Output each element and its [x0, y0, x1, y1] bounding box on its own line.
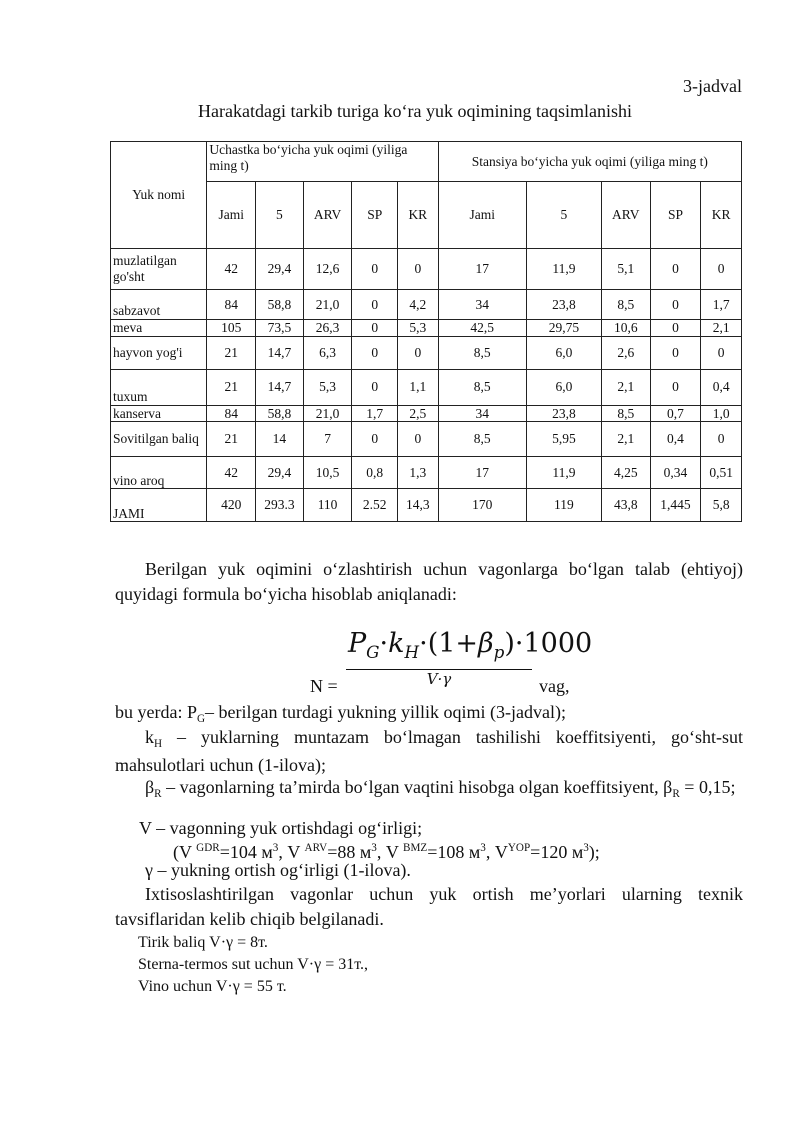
- cell-value: 11,9: [526, 457, 601, 489]
- cell-name: meva: [111, 320, 207, 337]
- cell-value: 110: [303, 489, 352, 522]
- cell-value: 6,0: [526, 336, 601, 369]
- cell-name: vino aroq: [111, 457, 207, 489]
- cell-value: 8,5: [438, 336, 526, 369]
- cell-value: 4,25: [601, 457, 650, 489]
- cell-value: 0: [701, 336, 742, 369]
- sub-header: SP: [650, 182, 701, 249]
- sub-header: 5: [256, 182, 304, 249]
- cell-value: 5,8: [701, 489, 742, 522]
- cell-value: 5,3: [303, 369, 352, 405]
- norm-item: Sterna-termos sut uchun V·γ = 31т.,: [138, 956, 368, 973]
- cell-value: 6,3: [303, 336, 352, 369]
- cell-value: 21: [207, 369, 256, 405]
- definition-pg: bu yerda: $P_G-$ berilgan turdagi yukning yillik oqimi (3-jadval);: [115, 702, 566, 725]
- group-header-section: Uchastka bo‘yicha yuk oqimi (yiliga ming t): [207, 142, 438, 182]
- formula-unit: vag,: [539, 676, 570, 696]
- table-number: 3-jadval: [683, 76, 742, 96]
- cell-value: 0: [352, 369, 398, 405]
- cell-value: 84: [207, 290, 256, 320]
- cell-value: 21,0: [303, 405, 352, 422]
- group-header-station: Stansiya bo‘yicha yuk oqimi (yiliga ming t): [438, 142, 741, 182]
- cell-value: 170: [438, 489, 526, 522]
- cell-value: 2.52: [352, 489, 398, 522]
- cell-value: 7: [303, 422, 352, 457]
- definition-gamma: γ – yukning ortish og‘irligi (1-ilova).: [145, 860, 411, 880]
- table-row: [111, 422, 742, 457]
- sub-header: ARV: [303, 182, 352, 249]
- cell-value: 14,3: [398, 489, 439, 522]
- table-row: [111, 336, 742, 369]
- cell-value: 17: [438, 249, 526, 290]
- cell-value: 73,5: [256, 320, 304, 337]
- cell-value: 14,7: [256, 336, 304, 369]
- table-title: Harakatdagi tarkib turiga ko‘ra yuk oqimining taqsimlanishi: [198, 101, 632, 121]
- cell-value: 8,5: [438, 422, 526, 457]
- cell-value: 34: [438, 290, 526, 320]
- column-header-name: Yuk nomi: [111, 142, 207, 249]
- cell-value: 1,3: [398, 457, 439, 489]
- cell-value: 29,4: [256, 249, 304, 290]
- table-row: [111, 489, 742, 522]
- sub-header: KR: [398, 182, 439, 249]
- cell-value: 1,7: [701, 290, 742, 320]
- cell-value: 8,5: [438, 369, 526, 405]
- cell-value: 2,5: [398, 405, 439, 422]
- cell-value: 29,4: [256, 457, 304, 489]
- formula-denominator: V·γ: [426, 670, 452, 688]
- cell-value: 0: [352, 290, 398, 320]
- cell-value: 23,8: [526, 405, 601, 422]
- definition-v: V – vagonning yuk ortishdagi og‘irligi;: [139, 818, 423, 838]
- cell-value: 0,34: [650, 457, 701, 489]
- cell-name: hayvon yog'i: [111, 336, 207, 369]
- cell-value: 10,5: [303, 457, 352, 489]
- cell-value: 1,7: [352, 405, 398, 422]
- freight-table: [110, 141, 742, 522]
- sub-header: SP: [352, 182, 398, 249]
- cell-value: 17: [438, 457, 526, 489]
- cell-value: 0: [701, 249, 742, 290]
- paragraph-intro: Berilgan yuk oqimini o‘zlashtirish uchun vagonlarga bo‘lgan talab (ehtiyoj) quyidagi formula bo‘yicha hisoblab aniqlanadi:: [115, 559, 743, 604]
- cell-value: 1,445: [650, 489, 701, 522]
- cell-name: tuxum: [111, 369, 207, 405]
- cell-name: sabzavot: [111, 290, 207, 320]
- cell-value: 12,6: [303, 249, 352, 290]
- cell-value: 21,0: [303, 290, 352, 320]
- table-row: [111, 457, 742, 489]
- cell-value: 2,6: [601, 336, 650, 369]
- paragraph-norms: Ixtisoslashtirilgan vagonlar uchun yuk ortish me’yorlari ularning texnik tavsiflaridan kelib chiqib belgilanadi.: [115, 884, 743, 929]
- norm-item: Tirik baliq V·γ = 8т.: [138, 934, 268, 951]
- cell-value: 0: [352, 320, 398, 337]
- v-values: (V $^{GDR}$=104 $м^3$, V $^{ARV}$=88 $м^3$, V $^{BMZ}$=108 $м^3$, $V^{YOP}=120$ $м^3$);: [173, 842, 600, 862]
- cell-value: 8,5: [601, 405, 650, 422]
- cell-value: 0,4: [650, 422, 701, 457]
- cell-value: 0: [352, 336, 398, 369]
- cell-value: 14: [256, 422, 304, 457]
- sub-header: KR: [701, 182, 742, 249]
- cell-value: 84: [207, 405, 256, 422]
- table-row: [111, 249, 742, 290]
- norm-item: Vino uchun V·γ = 55 т.: [138, 978, 287, 995]
- cell-value: 11,9: [526, 249, 601, 290]
- cell-value: 0: [650, 249, 701, 290]
- sub-header: Jami: [207, 182, 256, 249]
- formula-lhs: N =: [310, 676, 338, 696]
- cell-value: 0: [352, 422, 398, 457]
- cell-value: 0: [650, 290, 701, 320]
- formula-numerator: $P_G\cdot k_H\cdot(1+\beta_p)\cdot 1000$: [348, 628, 593, 662]
- cell-value: 5,1: [601, 249, 650, 290]
- cell-value: 0: [650, 320, 701, 337]
- cell-value: 293.3: [256, 489, 304, 522]
- cell-value: 26,3: [303, 320, 352, 337]
- cell-value: 43,8: [601, 489, 650, 522]
- table-row: [111, 320, 742, 337]
- cell-value: 119: [526, 489, 601, 522]
- cell-value: 0,8: [352, 457, 398, 489]
- cell-value: 23,8: [526, 290, 601, 320]
- cell-name: muzlatilgan go'sht: [111, 249, 207, 290]
- definition-k: $k_H$ – yuklarning muntazam bo‘lmagan tashilishi koeffitsiyenti, go‘sht-sut mahsulotlari uchun (1-ilova);: [115, 727, 743, 775]
- sub-header: Jami: [438, 182, 526, 249]
- definition-beta: $\beta_R$ – vagonlarning ta’mirda bo‘lgan vaqtini hisobga olgan koeffitsiyent, $\beta_R = 0,15$;: [145, 777, 736, 800]
- cell-name: JAMI: [111, 489, 207, 522]
- cell-value: 1,0: [701, 405, 742, 422]
- cell-value: 0: [352, 249, 398, 290]
- cell-value: 0: [701, 422, 742, 457]
- cell-value: 21: [207, 422, 256, 457]
- norms-list: [138, 932, 368, 998]
- cell-value: 0: [650, 369, 701, 405]
- cell-value: 58,8: [256, 290, 304, 320]
- table-row: [111, 405, 742, 422]
- cell-value: 5,3: [398, 320, 439, 337]
- cell-value: 0,51: [701, 457, 742, 489]
- cell-value: 0: [398, 422, 439, 457]
- cell-value: 2,1: [601, 422, 650, 457]
- cell-name: Sovitilgan baliq: [111, 422, 207, 457]
- cell-value: 0,7: [650, 405, 701, 422]
- table-row: [111, 369, 742, 405]
- sub-header: 5: [526, 182, 601, 249]
- cell-value: 42,5: [438, 320, 526, 337]
- table-row: [111, 290, 742, 320]
- cell-name: kanserva: [111, 405, 207, 422]
- sub-header: ARV: [601, 182, 650, 249]
- cell-value: 420: [207, 489, 256, 522]
- cell-value: 42: [207, 457, 256, 489]
- cell-value: 10,6: [601, 320, 650, 337]
- cell-value: 8,5: [601, 290, 650, 320]
- cell-value: 58,8: [256, 405, 304, 422]
- cell-value: 0: [650, 336, 701, 369]
- cell-value: 6,0: [526, 369, 601, 405]
- cell-value: 0: [398, 336, 439, 369]
- cell-value: 0: [398, 249, 439, 290]
- cell-value: 105: [207, 320, 256, 337]
- cell-value: 2,1: [601, 369, 650, 405]
- formula: [0, 620, 800, 700]
- cell-value: 14,7: [256, 369, 304, 405]
- cell-value: 42: [207, 249, 256, 290]
- cell-value: 4,2: [398, 290, 439, 320]
- cell-value: 2,1: [701, 320, 742, 337]
- cell-value: 34: [438, 405, 526, 422]
- cell-value: 21: [207, 336, 256, 369]
- cell-value: 1,1: [398, 369, 439, 405]
- cell-value: 5,95: [526, 422, 601, 457]
- cell-value: 29,75: [526, 320, 601, 337]
- cell-value: 0,4: [701, 369, 742, 405]
